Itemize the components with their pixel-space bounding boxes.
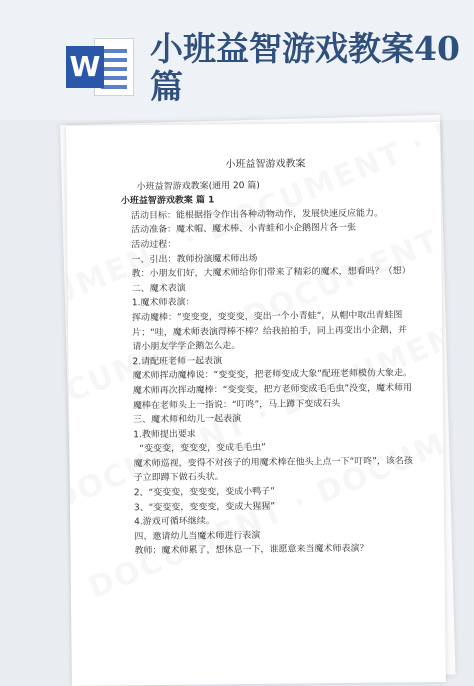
word-letter-tile: W bbox=[66, 46, 104, 88]
paragraph: “变变变，变变变，变成毛毛虫” bbox=[139, 443, 266, 455]
paragraph: 1.教师提出要求 bbox=[133, 429, 196, 440]
paragraph: 活动目标：能根据指令作出各种动物动作，发展快速反应能力。 bbox=[130, 208, 384, 222]
paragraph: 挥动魔棒：“变变变，变变变，变出一个小青蛙”，从帽中取出青蛙图片；“哇，魔术师表演得棒不棒？给我拍拍手，同上再变出小企鹅，并请小朋友学学企鹅怎么走。 bbox=[131, 310, 407, 353]
paragraph: 3、“变变变，变变变，变成大猩猩” bbox=[133, 501, 276, 513]
paragraph: 四、邀请幼儿当魔术师进行表演 bbox=[134, 530, 261, 543]
paragraph: 魔术师再次挥动魔棒：“变变变，把方老师变成毛毛虫”没变，魔术师用魔棒在老师头上一指说：“叮咚”，马上蹲下变成石头 bbox=[132, 383, 413, 411]
paragraph: 三、魔术师和幼儿一起表演 bbox=[133, 414, 242, 426]
page-heading: 小班益智游戏教案 bbox=[225, 158, 306, 171]
paragraph: 4.游戏可循环继续。 bbox=[134, 516, 215, 528]
header-banner bbox=[0, 0, 474, 120]
paragraph: 魔术师巡视，变得不对孩子的用魔术棒在他头上点一下“叮咚”，该名孩子立即蹲下做石头状。 bbox=[133, 456, 413, 484]
paragraph: 2、“变变变，变变变，变成小鸭子” bbox=[133, 486, 275, 499]
paragraph: 二、魔术表演 bbox=[131, 283, 186, 295]
paragraph: 魔术师挥动魔棒说：“变变变，把老师变成大象”配班老师模仿大象走。 bbox=[132, 368, 413, 382]
word-app-icon bbox=[66, 38, 134, 96]
paragraph: 教师：魔术师累了，想休息一下，谁愿意来当魔术师表演？ bbox=[134, 544, 369, 557]
paragraph: 一、引出：教师扮演魔术师出场 bbox=[131, 253, 258, 265]
paragraph: 小班益智游戏教案(通用 20 篇) bbox=[136, 180, 260, 192]
document-body bbox=[120, 156, 414, 559]
paragraph: 1.魔术师表演： bbox=[131, 297, 195, 309]
paragraph: 活动准备：魔术帽、魔术棒、小青蛙和小企鹅图片各一张 bbox=[131, 223, 357, 236]
paragraph: 小班益智游戏教案 篇 1 bbox=[120, 195, 215, 207]
paragraph: 教：小朋友们好，大魔术师给你们带来了精彩的魔术，想看吗？（想） bbox=[131, 266, 411, 280]
paragraph: 2.请配班老师一起表演 bbox=[132, 356, 223, 367]
document-page bbox=[66, 122, 446, 686]
paragraph: 活动过程： bbox=[131, 239, 177, 251]
document-title: 小班益智游戏教案40篇 bbox=[150, 29, 460, 106]
